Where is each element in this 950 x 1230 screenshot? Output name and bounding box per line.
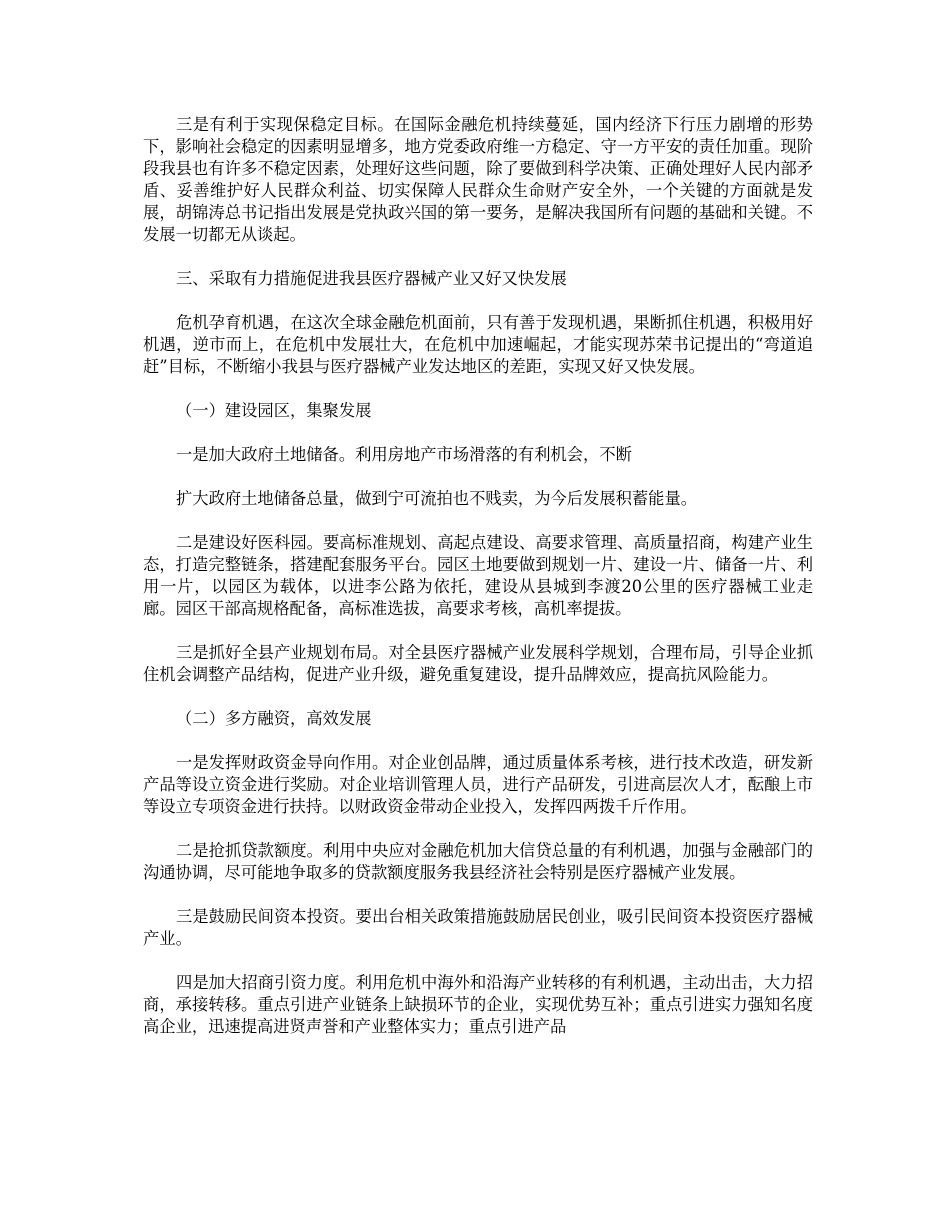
paragraph-fiscal-guidance: 一是发挥财政资金导向作用。对企业创品牌，通过质量体系考核，进行技术改造，研发新产品等设立资金进行奖励。对企业培训管理人员，进行产品研发，引进高层次人才，酝酿上市等设立专项资金进行扶持。以财政资金带动企业投入，发挥四两拨千斤作用。	[143, 753, 813, 816]
paragraph-land-reserve-part1: 一是加大政府土地储备。利用房地产市场滑落的有利机会，不断	[176, 445, 632, 464]
section-heading-measures: 三、采取有力措施促进我县医疗器械产业又好又快发展	[176, 269, 567, 288]
subsection-heading-financing: （二）多方融资，高效发展	[176, 709, 372, 728]
paragraph-industry-planning: 三是抓好全县产业规划布局。对全县医疗器械产业发展科学规划，合理布局，引导企业抓住机会调整产品结构，促进产业升级，避免重复建设，提升品牌效应，提高抗风险能力。	[143, 643, 813, 684]
paragraph-crisis-opportunity: 危机孕育机遇，在这次全球金融危机面前，只有善于发现机遇，果断抓住机遇，积极用好机遇，逆市而上，在危机中发展壮大，在危机中加速崛起，才能实现苏荣书记提出的“弯道追赶”目标，不断缩小我县与医疗器械产业发达地区的差距，实现又好又快发展。	[143, 313, 813, 376]
paragraph-medical-park: 二是建设好医科园。要高标准规划、高起点建设、高要求管理、高质量招商，构建产业生态，打造完整链条，搭建配套服务平台。园区土地要做到规划一片、建设一片、储备一片、利用一片，以园区为载体，以进李公路为依托，建设从县城到李渡20公里的医疗器械工业走廊。园区干部高规格配备，高标准选拔，高要求考核，高机率提拔。	[143, 533, 813, 618]
paragraph-private-capital: 三是鼓励民间资本投资。要出台相关政策措施鼓励居民创业，吸引民间资本投资医疗器械产业。	[143, 907, 813, 948]
paragraph-stability-goal: 三是有利于实现保稳定目标。在国际金融危机持续蔓延，国内经济下行压力剧增的形势下，影响社会稳定的因素明显增多，地方党委政府维一方稳定、守一方平安的责任加重。现阶段我县也有许多不稳定因素，处理好这些问题，除了要做到科学决策、正确处理好人民内部矛盾、妥善维护好人民群众利益、切实保障人民群众生命财产安全外，一个关键的方面就是发展，胡锦涛总书记指出发展是党执政兴国的第一要务，是解决我国所有问题的基础和关键。不发展一切都无从谈起。	[143, 115, 813, 244]
subsection-heading-park: （一）建设园区，集聚发展	[176, 401, 372, 420]
paragraph-land-reserve-part2: 扩大政府土地储备总量，做到宁可流拍也不贱卖，为今后发展积蓄能量。	[176, 489, 698, 508]
paragraph-investment-attraction: 四是加大招商引资力度。利用危机中海外和沿海产业转移的有利机遇，主动出击，大力招商，承接转移。重点引进产业链条上缺损环节的企业，实现优势互补；重点引进实力强知名度高企业，迅速提高进贤声誉和产业整体实力；重点引进产品	[143, 973, 813, 1036]
document-body	[143, 114, 813, 1060]
paragraph-loan-quota: 二是抢抓贷款额度。利用中央应对金融危机加大信贷总量的有利机遇，加强与金融部门的沟通协调，尽可能地争取多的贷款额度服务我县经济社会特别是医疗器械产业发展。	[143, 841, 813, 882]
